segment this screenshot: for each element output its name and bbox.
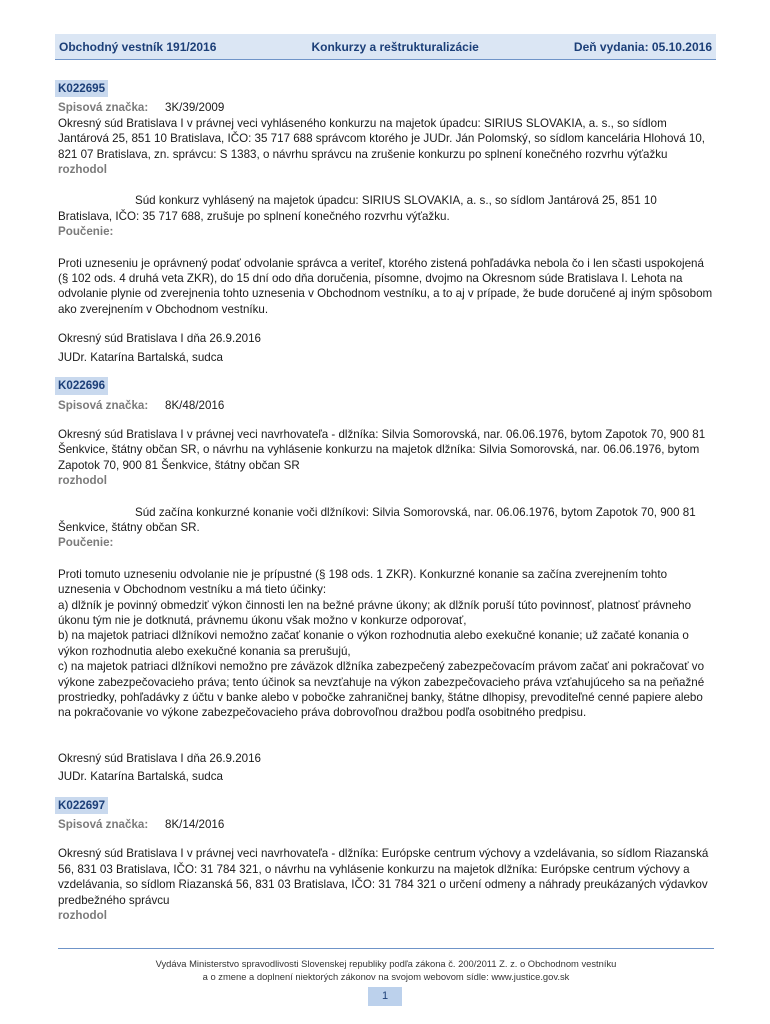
case-id: K022695 xyxy=(55,80,108,97)
case-entry xyxy=(58,80,714,365)
instruction-point-a: a) dlžník je povinný obmedziť výkon činnosti len na bežné právne úkony; ak dlžník poruší túto povinnosť, platnosť právneho úkonu tým nie je dotknutá, právnemu úkonu však možno v konkurze odporovať, xyxy=(58,598,692,627)
instruction-point-c: c) na majetok patriaci dlžníkovi nemožno pre záväzok dlžníka zabezpečený zabezpečovacím právom začať ani pokračovať vo výkone zabezpečovacieho práva; tento účinok sa nevzťahuje na výkon zabezpečovacieho práva vzťahujúceho sa na peňažné prostriedky, pohľadávky z účtu v banke alebo v pobočke zahraničnej banky, štátne dlhopisy, prevoditeľné cenné papiere alebo na pokračovanie vo výkone zabezpečovacieho práva dobrovoľnou dražbou podľa osobitného predpisu. xyxy=(58,660,705,720)
footer-website-line: a o zmene a doplnení niektorých zákonov na svojom webovom sídle: www.justice.gov.sk xyxy=(202,971,570,982)
case-instruction: Proti uzneseniu je oprávnený podať odvolanie správca a veriteľ, ktorého zistená pohľadávka nebola čo i len sčasti uspokojená (§ 102 ods. 4 druhá veta ZKR), do 15 dní odo dňa doručenia, písomne, dvojmo na Okresnom súde Bratislava I. Lehota na odvolanie plynie od zverejnenia tohto uznesenia v Obchodnom vestníku, a to aj v prípade, že bude doručené aj iným spôsobom ako zverejnením v Obchodnom vestníku. xyxy=(58,256,713,316)
page-header xyxy=(55,34,716,60)
header-issue-date: Deň vydania: 05.10.2016 xyxy=(573,39,712,54)
case-intro: Okresný súd Bratislava I v právnej veci navrhovateľa - dlžníka: Európske centrum výchovy a vzdelávania, so sídlom Riazanská 56, 831 03 Bratislava, IČO: 31 784 321, o návrhu na vyhlásenie konkurzu na majetok dlžníka: Európske centrum výchovy a vzdelávania, so sídlom Riazanská 56, 831 03 Bratislava, IČO: 31 784 321 o určení odmeny a náhrady preukázaných výdavkov predbežného správcu xyxy=(58,847,709,907)
instruction-paragraph: Proti tomuto uzneseniu odvolanie nie je prípustné (§ 198 ods. 1 ZKR). Konkurzné konanie sa začína zverejnením tohto uznesenia v Obchodnom vestníku a má tieto účinky: xyxy=(58,567,668,597)
decided-label: rozhodol xyxy=(58,909,107,923)
case-intro: Okresný súd Bratislava I v právnej veci vyhláseného konkurzu na majetok úpadcu: SIRIUS SLOVAKIA, a. s., so sídlom Jantárová 25, 851 10 Bratislava, IČO: 35 717 688 správcom ktorého je JUDr. Ján Polomský, so sídlom kancelária Hlohová 10, 821 07 Bratislava, zn. správcu: S 1383, o návrhu správcu na zrušenie konkurzu po splnení konečného rozvrhu výťažku xyxy=(58,116,706,161)
decided-label: rozhodol xyxy=(58,474,107,488)
page-footer xyxy=(58,957,714,983)
court-date: Okresný súd Bratislava I dňa 26.9.2016 xyxy=(58,751,262,765)
file-mark-label: Spisová značka: xyxy=(58,398,149,412)
instruction-label: Poučenie: xyxy=(58,536,114,550)
instruction-label: Poučenie: xyxy=(58,225,114,239)
file-mark-label: Spisová značka: xyxy=(58,101,149,115)
case-entry xyxy=(58,377,714,785)
instruction-point-b: b) na majetok patriaci dlžníkovi nemožno začať konanie o výkon rozhodnutia alebo exekučné konanie; už začaté konania o výkon rozhodnutia alebo exekučné konania sa prerušujú, xyxy=(58,629,689,658)
court-date: Okresný súd Bratislava I dňa 26.9.2016 xyxy=(58,332,262,346)
judge-name: JUDr. Katarína Bartalská, sudca xyxy=(58,350,223,364)
case-id: K022696 xyxy=(55,377,108,394)
header-section-title: Konkurzy a reštrukturalizácie xyxy=(311,39,479,54)
case-decision: Súd konkurz vyhlásený na majetok úpadcu: SIRIUS SLOVAKIA, a. s., so sídlom Jantárová 25, 851 10 Bratislava, IČO: 35 717 688, zrušuje po splnení konečného rozvrhu výťažku. xyxy=(58,194,657,223)
case-entry xyxy=(58,797,714,924)
decided-label: rozhodol xyxy=(58,163,107,177)
file-mark-label: Spisová značka: xyxy=(58,818,149,832)
page-number: 1 xyxy=(368,987,402,1006)
footer-publisher-line: Vydáva Ministerstvo spravodlivosti Slovenskej republiky podľa zákona č. 200/2011 Z. z. o Obchodnom vestníku xyxy=(155,958,617,969)
document-content xyxy=(58,78,714,923)
case-intro: Okresný súd Bratislava I v právnej veci navrhovateľa - dlžníka: Silvia Somorovská, nar. 06.06.1976, bytom Zapotok 70, 900 81 Šenkvice, štátny občan SR, o návrhu na vyhlásenie konkurzu na majetok dlžníka: Silvia Somorovská, nar. 06.06.1976, bytom Zapotok 70, 900 81 Šenkvice, štátny občan SR xyxy=(58,427,706,472)
header-journal-issue: Obchodný vestník 191/2016 xyxy=(59,39,217,54)
case-instruction xyxy=(58,567,714,721)
footer-divider xyxy=(58,948,714,949)
file-mark-value: 8K/14/2016 xyxy=(165,818,225,832)
file-mark-value: 3K/39/2009 xyxy=(165,101,225,115)
file-mark-value: 8K/48/2016 xyxy=(165,398,225,412)
judge-name: JUDr. Katarína Bartalská, sudca xyxy=(58,770,223,784)
case-id: K022697 xyxy=(55,797,108,814)
case-decision: Súd začína konkurzné konanie voči dlžníkovi: Silvia Somorovská, nar. 06.06.1976, bytom Zapotok 70, 900 81 Šenkvice, štátny občan SR. xyxy=(58,505,696,534)
